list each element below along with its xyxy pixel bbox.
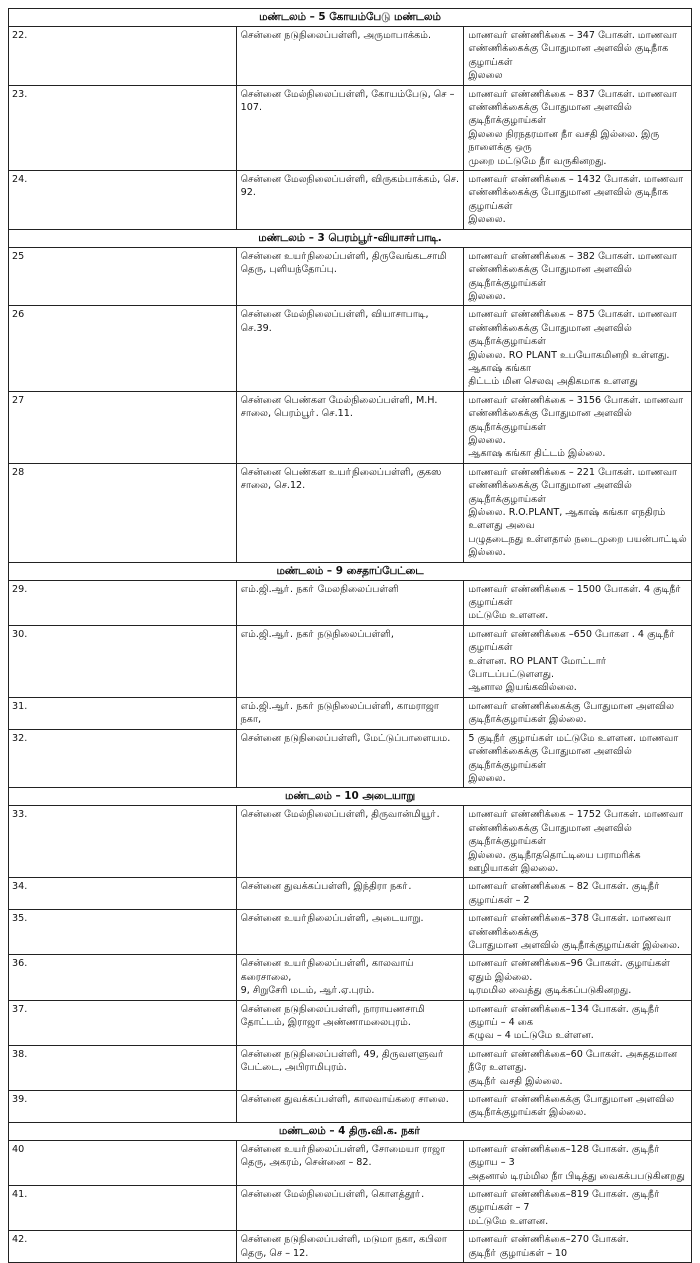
zone-header-row bbox=[9, 229, 692, 247]
school-name-line: சென்னை மேல்நிலைப்பள்ளி, கொளத்தூா். bbox=[240, 1189, 425, 1201]
school-name-line: சென்னை நடுநிலைப்பள்ளி, மடுமா நகா, கபிலா bbox=[240, 1234, 447, 1246]
school-name-cell bbox=[236, 171, 464, 230]
table-row bbox=[9, 878, 692, 910]
school-name-line: சாலை, செ.12. bbox=[240, 480, 306, 492]
remark-line: கழுவ – 4 மட்டுமே உள்ளன. bbox=[468, 1030, 594, 1042]
remark-line: எண்ணிக்கைக்கு போதுமான அளவில் குடிநீாக்குழாய்கள் bbox=[468, 480, 632, 505]
remark-line: 5 குடிநீா் குழாய்கள் மட்டுமே உளளன. மாணவா bbox=[468, 732, 679, 744]
school-name-line: சென்னை உயா்நிலைப்பள்ளி, அடையாறு. bbox=[240, 913, 424, 925]
remark-cell bbox=[464, 1231, 692, 1263]
serial-number: 31. bbox=[9, 697, 237, 729]
document-page bbox=[8, 8, 692, 1263]
remark-line: மாணவர் எண்ணிக்கை – 837 போகள். மாணவா bbox=[468, 88, 678, 100]
table-row bbox=[9, 1000, 692, 1045]
serial-number: 32. bbox=[9, 729, 237, 788]
remark-line: ஆகாஷ கங்கா திட்டம் இல்லை. bbox=[468, 448, 606, 460]
school-name-line: சென்னை துவக்கப்பள்ளி, இந்திரா நகா். bbox=[240, 881, 412, 893]
table-row bbox=[9, 171, 692, 230]
table-row bbox=[9, 247, 692, 306]
serial-number: 30. bbox=[9, 625, 237, 697]
school-name-line: சென்னை பெண்கள மேல்நிலைப்பள்ளி, M.H. bbox=[240, 394, 438, 406]
remark-cell bbox=[464, 1140, 692, 1185]
remark-line: மாணவர் எண்ணிக்கை – 875 போகள். மாணவா bbox=[468, 309, 678, 321]
school-name-cell bbox=[236, 85, 464, 170]
school-name-cell bbox=[236, 955, 464, 1000]
serial-number: 23. bbox=[9, 85, 237, 170]
remark-line: மாணவர் எண்ணிக்கை–128 போகள். குடிநீா் குழாய – 3 bbox=[468, 1143, 661, 1169]
table-row bbox=[9, 1186, 692, 1231]
serial-number: 33. bbox=[9, 806, 237, 878]
remark-line: குடிநீாக்குழாய்கள் இல்லை. bbox=[468, 714, 587, 726]
school-name-line: சென்னை பெண்கள உயா்நிலைப்பள்ளி, குகஸ bbox=[240, 466, 442, 478]
remark-line: இலலை bbox=[468, 70, 503, 82]
remark-line: மாணவர் எண்ணிக்கைக்கு போதுமான அளவில bbox=[468, 700, 675, 712]
school-name-line: சென்னை உயா்நிலைப்பள்ளி, காலவாய் கரைசாலை, bbox=[240, 958, 414, 983]
serial-number: 28 bbox=[9, 463, 237, 562]
serial-number: 42. bbox=[9, 1231, 237, 1263]
remark-cell bbox=[464, 27, 692, 86]
remark-line: அதனால் டிரம்மில நீா பிடித்து வைகக்பபடுகினறது bbox=[468, 1170, 685, 1182]
school-name-line: சென்னை நடுநிலைப்பள்ளி, அருமாபாக்கம். bbox=[240, 30, 431, 41]
zone-header-row bbox=[9, 788, 692, 806]
remark-line: மாணவர் எண்ணிக்கை – 82 போகள். குடிநீா் குழாய்கள் – 2 bbox=[468, 881, 661, 906]
remark-line: உள்ளன. RO PLANT மோட்டாா் போடப்பட்டுளளது. bbox=[468, 655, 608, 681]
remark-line: குடிநீா் குழாய்கள் – 10 bbox=[468, 1247, 568, 1259]
table-row bbox=[9, 391, 692, 463]
remark-cell bbox=[464, 697, 692, 729]
school-name-line: தெரு, அகரம், சென்னை – 82. bbox=[240, 1157, 372, 1169]
serial-number: 26 bbox=[9, 306, 237, 391]
remark-line: மாணவர் எண்ணிக்கை – 221 போகள். மாணவா bbox=[468, 466, 678, 478]
remark-cell bbox=[464, 1091, 692, 1123]
table-row bbox=[9, 1045, 692, 1090]
remark-line: எண்ணிக்கைக்கு போதுமான அளவில் குடிநீாக்குழாய்கள் bbox=[468, 102, 632, 127]
remark-line: இலலை நிரநதரமான நீா வசதி இல்லை. இரு நாளைக்கு ஒரு bbox=[468, 128, 660, 154]
school-name-cell bbox=[236, 1091, 464, 1123]
remark-line: மாணவர் எண்ணிக்கை – 1500 போகள். 4 குடிநீா் குழாய்கள் bbox=[468, 583, 682, 609]
school-name-cell bbox=[236, 247, 464, 306]
school-name-cell bbox=[236, 1000, 464, 1045]
remark-line: எண்ணிக்கைக்கு போதுமான அளவில் குடிநீாக்குழாய்கள் bbox=[468, 746, 632, 771]
serial-number: 25 bbox=[9, 247, 237, 306]
remark-line: எண்ணிக்கைக்கு போதுமான அளவில் குடிநீாக குழாய்கள் bbox=[468, 43, 669, 68]
remark-line: மாணவர் எண்ணிக்கை – 3156 போகள். மாணவா bbox=[468, 394, 684, 406]
table-row bbox=[9, 85, 692, 170]
table-row bbox=[9, 910, 692, 955]
table-body bbox=[9, 9, 692, 1263]
remark-cell bbox=[464, 1186, 692, 1231]
school-name-cell bbox=[236, 391, 464, 463]
school-name-cell bbox=[236, 1186, 464, 1231]
remark-line: மாணவர் எண்ணிக்கை–96 போகள். குழாய்கள் ஏதும் இல்லை. bbox=[468, 958, 670, 983]
school-name-line: சென்னை மேல்நிலைப்பள்ளி, கோயம்பேடு, செ – bbox=[240, 88, 455, 100]
school-name-line: தெரு, செ – 12. bbox=[240, 1247, 309, 1259]
remark-line: மாணவர் எண்ணிக்கை–270 போகள். bbox=[468, 1234, 629, 1246]
remark-line: மாணவர் எண்ணிக்கை–819 போகள். குடிநீா் குழாய்கள் – 7 bbox=[468, 1189, 661, 1214]
zone-title: மண்டலம் – 10 அடையாறு bbox=[9, 788, 692, 806]
remark-line: முறை மட்டுமே நீா வருகினறது. bbox=[468, 155, 607, 167]
serial-number: 38. bbox=[9, 1045, 237, 1090]
school-name-line: எம்.ஜி.ஆா். நகா் நடுநிலைப்பள்ளி, காமராஜா நகா, bbox=[240, 700, 439, 726]
remark-line: திட்டம் மின செலவு அதிகமாக உளளது bbox=[468, 376, 638, 388]
remark-line: குடிநீாக்குழாய்கள் இல்லை. bbox=[468, 1107, 587, 1119]
table-row bbox=[9, 580, 692, 625]
school-name-cell bbox=[236, 27, 464, 86]
zone-title: மண்டலம் – 4 திரு.வி.க. நகா் bbox=[9, 1122, 692, 1140]
remark-line: மாணவர் எண்ணிக்கை – 347 போகள். மாணவா bbox=[468, 30, 678, 41]
school-name-line: 92. bbox=[240, 187, 256, 199]
remark-line: மட்டுமே உளளன. bbox=[468, 1215, 549, 1227]
remark-line: எண்ணிக்கைக்கு போதுமான அளவில் குடிநீாக்குழாய்கள் bbox=[468, 822, 632, 848]
school-name-cell bbox=[236, 806, 464, 878]
serial-number: 29. bbox=[9, 580, 237, 625]
serial-number: 40 bbox=[9, 1140, 237, 1185]
remark-line: டிரமமில வைத்து குடிக்கப்படுகினறது. bbox=[468, 985, 632, 997]
remark-line: எண்ணிக்கைக்கு போதுமான அளவில் குடிநீாக்குழாய்கள் bbox=[468, 322, 632, 348]
remark-cell bbox=[464, 580, 692, 625]
zone-header-row bbox=[9, 9, 692, 27]
remark-line: இலலை. bbox=[468, 772, 506, 784]
remark-cell bbox=[464, 1000, 692, 1045]
remark-line: எண்ணிக்கைக்கு போதுமான அளவில் குடிநீாக குழாய்கள் bbox=[468, 187, 669, 212]
school-name-line: சென்னை மேல்நிலைப்பள்ளி, திருவான்மியூா். bbox=[240, 809, 440, 821]
school-water-survey-table bbox=[8, 8, 692, 1263]
remark-line: ஆனால இயங்கவில்லை. bbox=[468, 682, 577, 694]
remark-cell bbox=[464, 878, 692, 910]
school-name-cell bbox=[236, 463, 464, 562]
remark-line: மட்டுமே உளளன. bbox=[468, 610, 549, 622]
remark-line: மாணவர் எண்ணிக்கை –650 போகள . 4 குடிநீா் குழாய்கள் bbox=[468, 628, 676, 654]
remark-line: குடிநீா் வசதி இல்லை. bbox=[468, 1075, 563, 1087]
remark-line: இல்லை. RO PLANT உபயோகமினறி உள்ளது. ஆகாஷ் கங்கா bbox=[468, 349, 670, 374]
remark-line: மாணவர் எண்ணிக்கை–60 போகள். அசுததமான நீரே உளளது. bbox=[468, 1048, 678, 1074]
school-name-cell bbox=[236, 1045, 464, 1090]
table-row bbox=[9, 955, 692, 1000]
remark-line: மாணவர் எண்ணிக்கை – 382 போகள். மாணவா bbox=[468, 250, 678, 262]
remark-cell bbox=[464, 1045, 692, 1090]
remark-line: மாணவர் எண்ணிக்கை–378 போகள். மாணவா எண்ணிக்கைக்கு bbox=[468, 913, 671, 938]
serial-number: 41. bbox=[9, 1186, 237, 1231]
school-name-cell bbox=[236, 878, 464, 910]
remark-line: இலலை. bbox=[468, 290, 506, 302]
school-name-line: சென்னை உயா்நிலைப்பள்ளி, சோமையா ராஜா bbox=[240, 1143, 446, 1155]
serial-number: 35. bbox=[9, 910, 237, 955]
remark-cell bbox=[464, 306, 692, 391]
school-name-cell bbox=[236, 697, 464, 729]
zone-header-row bbox=[9, 1122, 692, 1140]
school-name-line: சென்னை நடுநிலைப்பள்ளி, 49, திருவளளுவா் bbox=[240, 1048, 445, 1060]
remark-cell bbox=[464, 247, 692, 306]
remark-cell bbox=[464, 910, 692, 955]
remark-line: மாணவர் எண்ணிக்கை – 1752 போகள். மாணவா bbox=[468, 809, 684, 821]
school-name-cell bbox=[236, 1231, 464, 1263]
school-name-line: எம்.ஜி.ஆா். நகா் நடுநிலைப்பள்ளி, bbox=[240, 628, 394, 640]
table-row bbox=[9, 806, 692, 878]
school-name-cell bbox=[236, 306, 464, 391]
remark-line: எண்ணிக்கைக்கு போதுமான அளவில் குடிநீாக்குழாய்கள் bbox=[468, 264, 632, 289]
serial-number: 39. bbox=[9, 1091, 237, 1123]
remark-cell bbox=[464, 806, 692, 878]
table-row bbox=[9, 1140, 692, 1185]
zone-title: மண்டலம் – 5 கோயம்பேடு மண்டலம் bbox=[9, 9, 692, 27]
school-name-line: 107. bbox=[240, 102, 263, 114]
remark-cell bbox=[464, 955, 692, 1000]
school-name-line: தோட்டம், இராஜா அண்ணாமலைபுரம். bbox=[240, 1017, 411, 1028]
remark-cell bbox=[464, 85, 692, 170]
serial-number: 34. bbox=[9, 878, 237, 910]
table-row bbox=[9, 463, 692, 562]
school-name-line: எம்.ஜி.ஆா். நகா் மேலநிலைப்பள்ளி bbox=[240, 583, 399, 595]
table-row bbox=[9, 1231, 692, 1263]
remark-cell bbox=[464, 625, 692, 697]
remark-cell bbox=[464, 391, 692, 463]
table-row bbox=[9, 625, 692, 697]
school-name-cell bbox=[236, 910, 464, 955]
school-name-cell bbox=[236, 729, 464, 788]
school-name-line: பேட்டை, அபிராமிபுரம். bbox=[240, 1062, 347, 1074]
zone-title: மண்டலம் – 9 சைதாப்பேட்டை bbox=[9, 562, 692, 580]
remark-line: பழுதடைநது உள்ளதால் நடைமுறை பயன்பாட்டில் இல்லை. bbox=[468, 533, 687, 559]
table-row bbox=[9, 697, 692, 729]
school-name-line: சென்னை நடுநிலைப்பள்ளி, நாராயணசாமி bbox=[240, 1003, 425, 1015]
remark-cell bbox=[464, 463, 692, 562]
school-name-line: சாலை, பெரம்பூா். செ.11. bbox=[240, 408, 353, 420]
remark-line: எண்ணிக்கைக்கு போதுமான அளவில் குடிநீாக்குழாய்கள் bbox=[468, 408, 632, 433]
serial-number: 24. bbox=[9, 171, 237, 230]
remark-line: மாணவர் எண்ணிக்கைக்கு போதுமான அளவில bbox=[468, 1094, 675, 1106]
table-row bbox=[9, 27, 692, 86]
serial-number: 27 bbox=[9, 391, 237, 463]
zone-header-row bbox=[9, 562, 692, 580]
serial-number: 37. bbox=[9, 1000, 237, 1045]
remark-line: மாணவர் எண்ணிக்கை–134 போகள். குடிநீா் குழாய் – 4 கை bbox=[468, 1003, 661, 1028]
remark-line: போதுமான அளவில் குடிநீாக்குழாய்கள் இல்லை. bbox=[468, 939, 680, 951]
remark-line: இல்லை. குடிநீாததொட்டியை பராமரிக்க ஊழியாகள் இலலை. bbox=[468, 849, 641, 874]
remark-line: இல்லை. R.O.PLANT, ஆகாஷ் கங்கா எநதிரம் உளளது அவை bbox=[468, 507, 666, 532]
school-name-cell bbox=[236, 625, 464, 697]
school-name-line: சென்னை மேல்நிலைப்பள்ளி, வியாசாபாடி, செ.39. bbox=[240, 309, 429, 334]
serial-number: 22. bbox=[9, 27, 237, 86]
school-name-line: 9, சிறுசேரி மடம், ஆா்.ஏ.புரம். bbox=[240, 985, 375, 997]
table-row bbox=[9, 1091, 692, 1123]
remark-cell bbox=[464, 171, 692, 230]
table-row bbox=[9, 306, 692, 391]
school-name-line: தெரு, புளியந்தோப்பு. bbox=[240, 264, 337, 276]
school-name-line: சென்னை உயா்நிலைப்பள்ளி, திருவேங்கடசாமி bbox=[240, 250, 447, 262]
school-name-line: சென்னை மேலநிலைப்பள்ளி, விருகம்பாக்கம், செ. bbox=[240, 174, 460, 186]
remark-cell bbox=[464, 729, 692, 788]
school-name-cell bbox=[236, 580, 464, 625]
remark-line: இலலை. bbox=[468, 434, 506, 446]
school-name-line: சென்னை துவக்கப்பள்ளி, காலவாய்கரை சாலை. bbox=[240, 1094, 449, 1106]
school-name-line: சென்னை நடுநிலைப்பள்ளி, மேட்டுப்பாளையம. bbox=[240, 732, 451, 744]
zone-title: மண்டலம் – 3 பெரம்பூா்-வியாசா்பாடி. bbox=[9, 229, 692, 247]
school-name-cell bbox=[236, 1140, 464, 1185]
table-row bbox=[9, 729, 692, 788]
remark-line: இலலை. bbox=[468, 214, 506, 226]
remark-line: மாணவர் எண்ணிக்கை – 1432 போகள். மாணவா bbox=[468, 174, 684, 186]
serial-number: 36. bbox=[9, 955, 237, 1000]
